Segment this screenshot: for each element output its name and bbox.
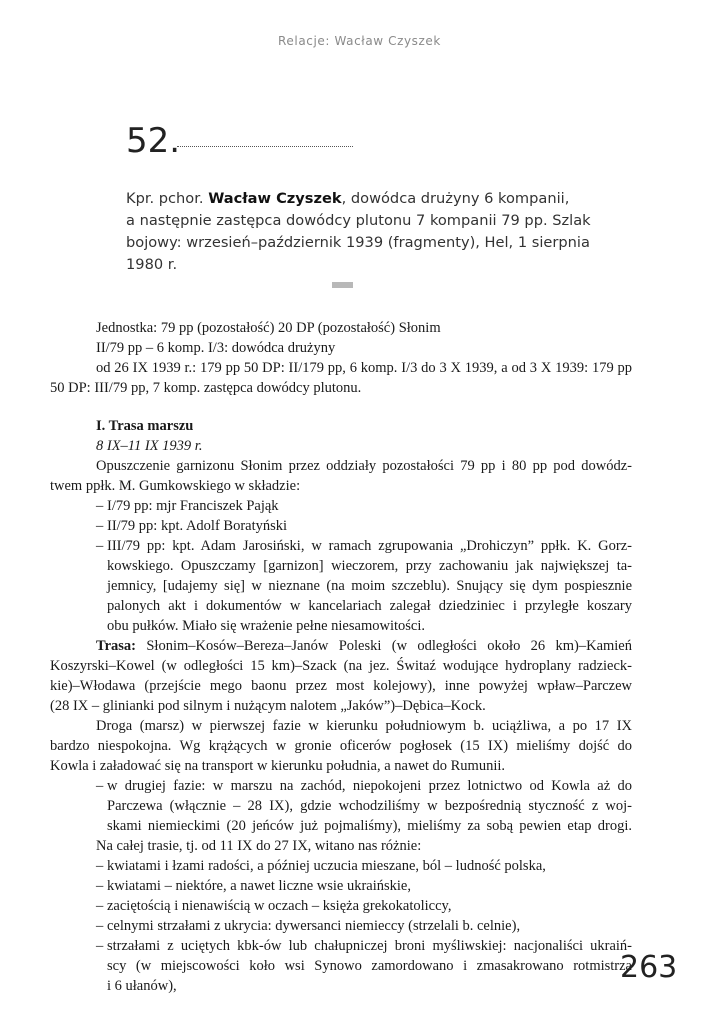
dash: – [96,898,104,914]
dash: – [96,518,104,534]
list-item-text: strzałami z uciętych kbk-ów lub chałupniczej broni myśliwskiej: nacjonaliści ukraiń- [107,938,632,954]
paragraph-line: Na całej trasie, tj. od 11 IX do 27 IX, witano nas różnie: [96,838,422,854]
chapter-number: 52. [126,121,181,161]
list-item [50,516,632,536]
body-text [50,318,632,996]
list-item [50,916,632,936]
unit-line: Jednostka: 79 pp (pozostałość) 20 DP (pozostałość) Słonim [96,320,441,336]
list-item-continuation: scy (w miejscowości koło wsi Synowo zamordowano i zmasakrowano rotmistrza [107,958,632,974]
paragraph-line: Koszyrski–Kowel (w odległości 15 km)–Szack (na jez. Świtaź wodujące hydroplany radzieck- [50,658,632,674]
unit-line: II/79 pp – 6 komp. I/3: dowódca drużyny [96,340,336,356]
intro-line-4: 1980 r. [126,256,178,273]
author-name: Wacław Czyszek [208,190,342,207]
list-item [50,536,632,556]
list-item [50,876,632,896]
list-item-continuation: Parczewa (włącznie – 28 IX), gdzie wchodziliśmy w bezpośrednią styczność z woj- [107,798,632,814]
list-item [50,896,632,916]
dash: – [96,858,104,874]
paragraph-line: Kowla i załadować się na transport w kierunku południa, a nawet do Rumunii. [50,758,506,774]
intro-line-2: a następnie zastępca dowódcy plutonu 7 kompanii 79 pp. Szlak [126,212,591,229]
list-item-text: w drugiej fazie: w marszu na zachód, niepokojeni przez lotnictwo od Kowla aż do [107,778,632,794]
intro-rank: Kpr. pchor. [126,190,209,207]
unit-line: od 26 IX 1939 r.: 179 pp 50 DP: II/179 pp, 6 komp. I/3 do 3 X 1939, a od 3 X 1939: 179 pp [96,360,632,376]
running-head: Relacje: Wacław Czyszek [278,34,441,48]
paragraph-line: bardzo niespokojna. Wg krążących w gronie oficerów pogłosek (15 IX) mieliśmy dojść do [50,738,632,754]
list-item-text: I/79 pp: mjr Franciszek Pająk [107,498,279,514]
dash: – [96,918,104,934]
list-item-text: kwiatami – niektóre, a nawet liczne wsie ukraińskie, [107,878,411,894]
list-item-text: kwiatami i łzami radości, a później uczucia mieszane, ból – ludność polska, [107,858,546,874]
chapter-dotted-rule [177,146,353,147]
chapter-intro [126,188,616,276]
intro-line1-rest: , dowódca drużyny 6 kompanii, [341,190,570,207]
intro-line-1 [126,188,616,210]
dash: – [96,778,104,794]
list-item-text: II/79 pp: kpt. Adolf Boratyński [107,518,288,534]
unit-line: 50 DP: III/79 pp, 7 komp. zastępca dowódcy plutonu. [50,380,362,396]
section-separator [332,282,353,288]
list-item-continuation: jemnicy, [udajemy się] w nieznane (na moim szczeblu). Snujący się dym pospiesznie [107,578,632,594]
paragraph-line: Opuszczenie garnizonu Słonim przez oddziały pozostałości 79 pp i 80 pp pod dowódz- [96,458,632,474]
list-item-continuation: i 6 ułanów), [107,978,177,994]
trasa-label: Trasa: [96,638,137,654]
paragraph-line: twem ppłk. M. Gumkowskiego w składzie: [50,478,301,494]
page-number: 263 [620,950,678,985]
list-item [50,856,632,876]
list-item [50,776,632,796]
list-item-continuation: palonych akt i dokumentów w kancelariach zalegał dziedziniec i przyległe koszary [107,598,632,614]
paragraph-line: (28 IX – glinianki pod silnym i nużącym nalotem „Jaków”)–Dębica–Kock. [50,698,486,714]
paragraph-line: kie)–Włodawa (przejście mego baonu przez most kolejowy), inne powyżej wpław–Parczew [50,678,632,694]
list-item-continuation: kowskiego. Opuszczamy [garnizon] wieczorem, przy zachowaniu jak największej ta- [107,558,632,574]
paragraph-line [50,636,632,656]
dash: – [96,878,104,894]
list-item-continuation: obu pułków. Miało się wrażenie pełne niesamowitości. [107,618,425,634]
list-item-text: celnymi strzałami z ukrycia: dywersanci niemieccy (strzelali b. celnie), [107,918,521,934]
list-item [50,496,632,516]
list-item [50,936,632,956]
intro-line-3: bojowy: wrzesień–październik 1939 (fragmenty), Hel, 1 sierpnia [126,234,590,251]
trasa-text: Słonim–Kosów–Bereza–Janów Poleski (w odległości około 26 km)–Kamień [136,638,632,654]
dash: – [96,498,104,514]
dash: – [96,538,104,554]
section-dates: 8 IX–11 IX 1939 r. [96,438,203,454]
list-item-text: III/79 pp: kpt. Adam Jarosiński, w ramach zgrupowania „Drohiczyn” ppłk. K. Gorz- [107,538,632,554]
section-title: I. Trasa marszu [96,418,194,434]
list-item-continuation: skami niemieckimi (20 jeńców już pojmaliśmy), mieliśmy za sobą pewien etap drogi. [107,818,632,834]
paragraph-line: Droga (marsz) w pierwszej fazie w kierunku południowym b. uciążliwa, a po 17 IX [96,718,632,734]
list-item-text: zaciętością i nienawiścią w oczach – księża grekokatoliccy, [107,898,452,914]
dash: – [96,938,104,954]
